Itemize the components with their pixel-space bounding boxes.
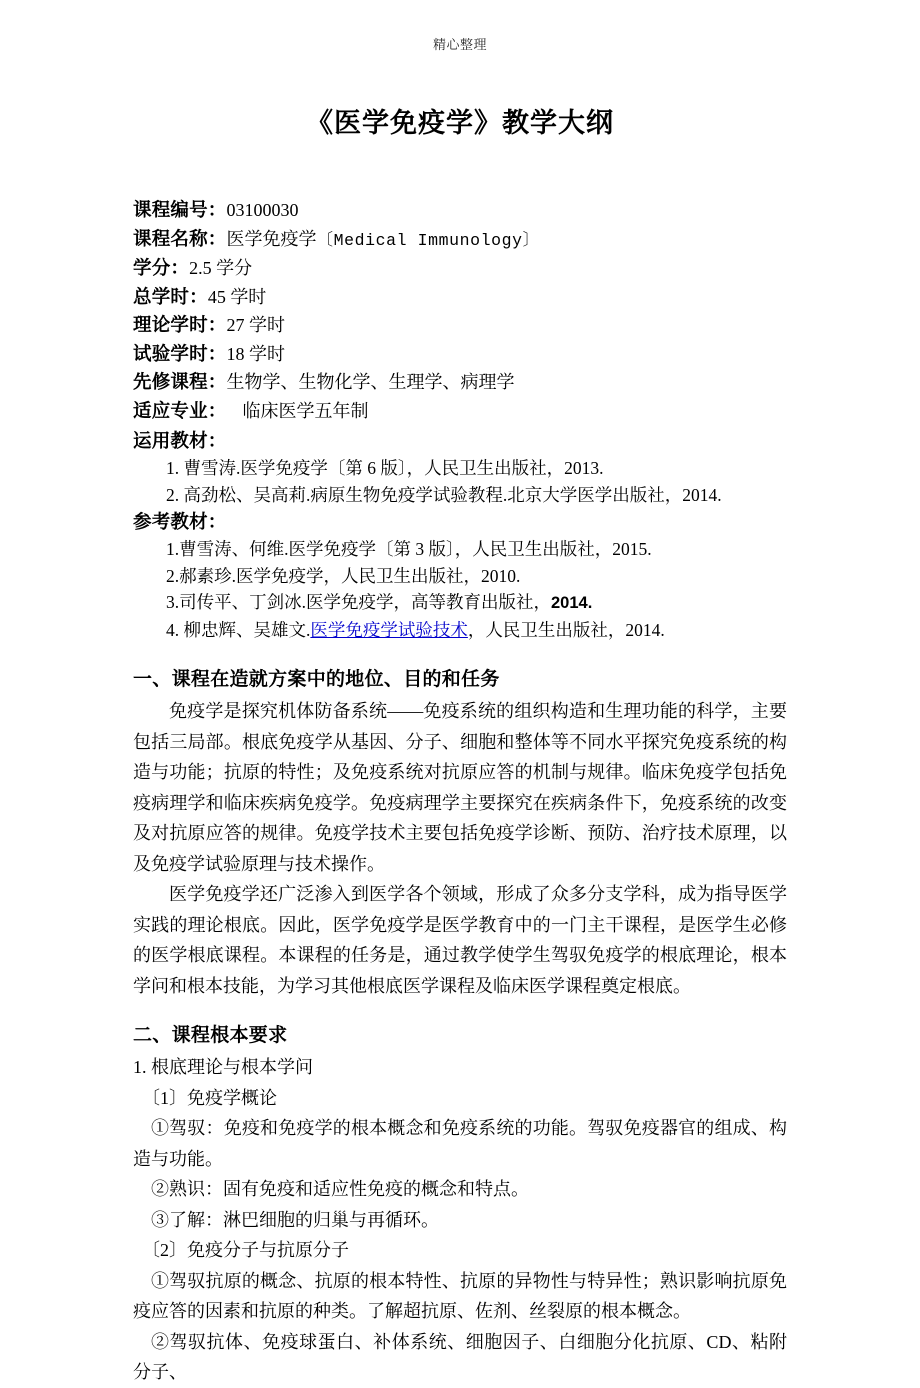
section-heading-one: 一、课程在造就方案中的地位、目的和任务 xyxy=(133,669,500,690)
list-item: 1. 曹雪涛.医学免疫学〔第 6 版〕，人民卫生出版社，2013. xyxy=(166,458,604,478)
course-info-label: 试验学时： xyxy=(133,342,227,364)
list-item: 2.郝素珍.医学免疫学，人民卫生出版社，2010. xyxy=(166,565,521,586)
outline-item: 1. 根底理论与根本学问 xyxy=(133,1057,313,1077)
textbooks-heading: 运用教材： xyxy=(133,430,227,451)
paragraph: 医学免疫学还广泛渗入到医学各个领域，形成了众多分支学科，成为指导医学实践的理论根底。因此，医学免疫学是医学教育中的一门主干课程，是医学生必修的医学根底课程。本课程的任务是，通过教学使学生驾驭免疫学的根底理论，根本学问和根本技能，为学习其他根底医学课程及临床医学课程奠定根底。 xyxy=(133,884,787,996)
course-info-label: 总学时： xyxy=(133,285,208,307)
course-info-row-theory-hours xyxy=(133,311,787,340)
course-info-value: 2.5 学分 xyxy=(189,258,253,278)
course-info-label: 理论学时： xyxy=(133,314,227,335)
course-info-value-english: 〔Medical Immunology〕 xyxy=(316,230,540,250)
course-info-row-name xyxy=(133,225,787,255)
course-info-row-lab-hours xyxy=(133,340,787,369)
reference-year: 2014. xyxy=(551,594,593,612)
running-header: 精心整理 xyxy=(432,37,487,52)
outline-item: ②熟识：固有免疫和适应性免疫的概念和特点。 xyxy=(151,1179,529,1199)
list-item: 1.曹雪涛、何维.医学免疫学〔第 3 版〕，人民卫生出版社，2015. xyxy=(166,539,652,559)
outline-item: 〔1〕免疫学概论 xyxy=(142,1087,277,1108)
course-info-value: 18 学时 xyxy=(226,343,286,364)
course-info-label: 课程编号： xyxy=(133,199,227,220)
course-info-row-major xyxy=(133,397,787,426)
reference-text: 4. 柳忠辉、吴雄文. xyxy=(166,619,311,640)
course-info-value: 生物学、生物化学、生理学、病理学 xyxy=(226,372,515,392)
course-info-block xyxy=(133,196,787,425)
reference-text: ，人民卫生出版社，2014. xyxy=(467,619,665,640)
course-info-value: 临床医学五年制 xyxy=(242,400,369,421)
course-info-label: 先修课程： xyxy=(133,371,227,392)
course-info-row-total-hours xyxy=(133,283,787,312)
course-info-value: 45 学时 xyxy=(207,286,267,307)
list-item xyxy=(133,589,787,617)
course-info-row-code xyxy=(133,196,787,225)
paragraph: 免疫学是探究机体防备系统——免疫系统的组织构造和生理功能的科学，主要包括三局部。根底免疫学从基因、分子、细胞和整体等不同水平探究免疫系统的构造与功能；抗原的特性；及免疫系统对抗原应答的机制与规律。临床免疫学包括免疫病理学和临床疾病免疫学。免疫病理学主要探究在疾病条件下，免疫系统的改变及对抗原应答的规律。免疫学技术主要包括免疫学诊断、预防、治疗技术原理，以及免疫学试验原理与技术操作。 xyxy=(133,701,787,874)
outline-item: ③了解：淋巴细胞的归巢与再循环。 xyxy=(151,1209,439,1230)
course-info-row-prerequisites xyxy=(133,368,787,397)
course-info-value: 03100030 xyxy=(226,200,299,220)
list-item: 2. 高劲松、吴高莉.病原生物免疫学试验教程.北京大学医学出版社，2014. xyxy=(166,484,722,505)
outline-item: ①驾驭抗原的概念、抗原的根本特性、抗原的异物性与特异性；熟识影响抗原免疫应答的因素和抗原的种类。了解超抗原、佐剂、丝裂原的根本概念。 xyxy=(133,1270,787,1321)
course-info-label: 课程名称： xyxy=(133,227,227,249)
references-heading: 参考教材： xyxy=(133,511,227,532)
outline-item: ①驾驭：免疫和免疫学的根本概念和免疫系统的功能。驾驭免疫器官的组成、构造与功能。 xyxy=(133,1118,787,1169)
course-info-row-credits xyxy=(133,254,787,283)
list-item xyxy=(133,617,787,644)
section-heading-two: 二、课程根本要求 xyxy=(133,1025,288,1046)
course-info-value: 27 学时 xyxy=(226,315,286,335)
page-title: 《医学免疫学》教学大纲 xyxy=(306,108,614,138)
course-info-value: 医学免疫学 xyxy=(226,228,317,249)
reference-text: 3.司传平、丁剑冰.医学免疫学，高等教育出版社， xyxy=(166,592,551,612)
reference-link[interactable]: 医学免疫学试验技术 xyxy=(310,619,468,640)
outline-item: 〔2〕免疫分子与抗原分子 xyxy=(142,1240,349,1260)
outline-item: ②驾驭抗体、免疫球蛋白、补体系统、细胞因子、白细胞分化抗原、CD、粘附分子、 xyxy=(133,1331,787,1382)
course-info-label: 学分： xyxy=(133,257,190,278)
course-info-label: 适应专业： xyxy=(133,399,227,421)
